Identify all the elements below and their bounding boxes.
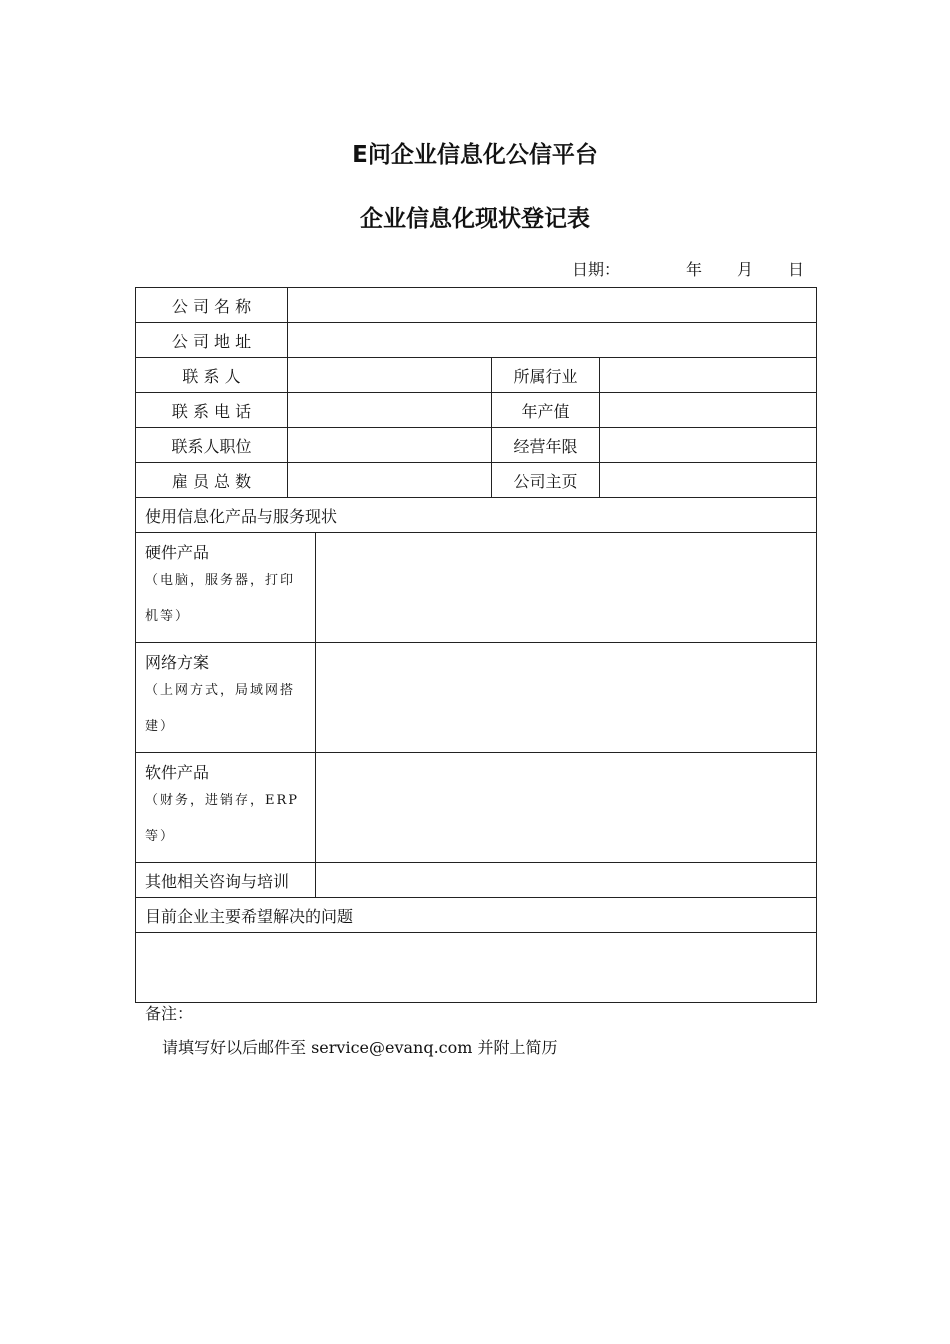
network-label xyxy=(136,643,316,753)
network-note: （上网方式，局域网搭建） xyxy=(145,683,296,734)
network-title: 网络方案 xyxy=(145,653,210,672)
date-line xyxy=(572,257,804,280)
contact-person-field[interactable] xyxy=(288,358,492,393)
employee-count-label: 雇 员 总 数 xyxy=(136,463,288,498)
employee-count-field[interactable] xyxy=(288,463,492,498)
date-year: 年 xyxy=(686,260,703,279)
company-address-field[interactable] xyxy=(288,323,817,358)
date-month: 月 xyxy=(737,260,754,279)
contact-phone-field[interactable] xyxy=(288,393,492,428)
contact-person-label: 联 系 人 xyxy=(136,358,288,393)
years-in-business-field[interactable] xyxy=(600,428,817,463)
years-in-business-label: 经营年限 xyxy=(492,428,600,463)
company-name-label: 公 司 名 称 xyxy=(136,288,288,323)
annual-output-label: 年产值 xyxy=(492,393,600,428)
annual-output-field[interactable] xyxy=(600,393,817,428)
date-day: 日 xyxy=(788,260,805,279)
hardware-field[interactable] xyxy=(316,533,817,643)
contact-position-field[interactable] xyxy=(288,428,492,463)
remarks-text: 请填写好以后邮件至 service@evanq.com 并附上简历 xyxy=(162,1038,558,1057)
consulting-label: 其他相关咨询与培训 xyxy=(136,863,316,898)
network-field[interactable] xyxy=(316,643,817,753)
remarks-label: 备注： xyxy=(145,1004,194,1023)
problems-heading: 目前企业主要希望解决的问题 xyxy=(136,898,817,933)
platform-title: E问企业信息化公信平台 xyxy=(352,142,598,168)
homepage-label: 公司主页 xyxy=(492,463,600,498)
problems-field[interactable] xyxy=(136,933,817,1003)
registration-table xyxy=(135,287,817,1003)
it-section-heading: 使用信息化产品与服务现状 xyxy=(136,498,817,533)
form-title: 企业信息化现状登记表 xyxy=(360,206,590,232)
software-label xyxy=(136,753,316,863)
software-field[interactable] xyxy=(316,753,817,863)
homepage-field[interactable] xyxy=(600,463,817,498)
contact-position-label: 联系人职位 xyxy=(136,428,288,463)
hardware-label xyxy=(136,533,316,643)
company-name-field[interactable] xyxy=(288,288,817,323)
industry-field[interactable] xyxy=(600,358,817,393)
date-label: 日期： xyxy=(572,260,621,279)
consulting-field[interactable] xyxy=(316,863,817,898)
contact-phone-label: 联 系 电 话 xyxy=(136,393,288,428)
hardware-title: 硬件产品 xyxy=(145,543,210,562)
company-address-label: 公 司 地 址 xyxy=(136,323,288,358)
hardware-note: （电脑，服务器，打印机等） xyxy=(145,573,296,624)
software-title: 软件产品 xyxy=(145,763,210,782)
industry-label: 所属行业 xyxy=(492,358,600,393)
software-note: （财务，进销存，ERP等） xyxy=(145,793,300,844)
